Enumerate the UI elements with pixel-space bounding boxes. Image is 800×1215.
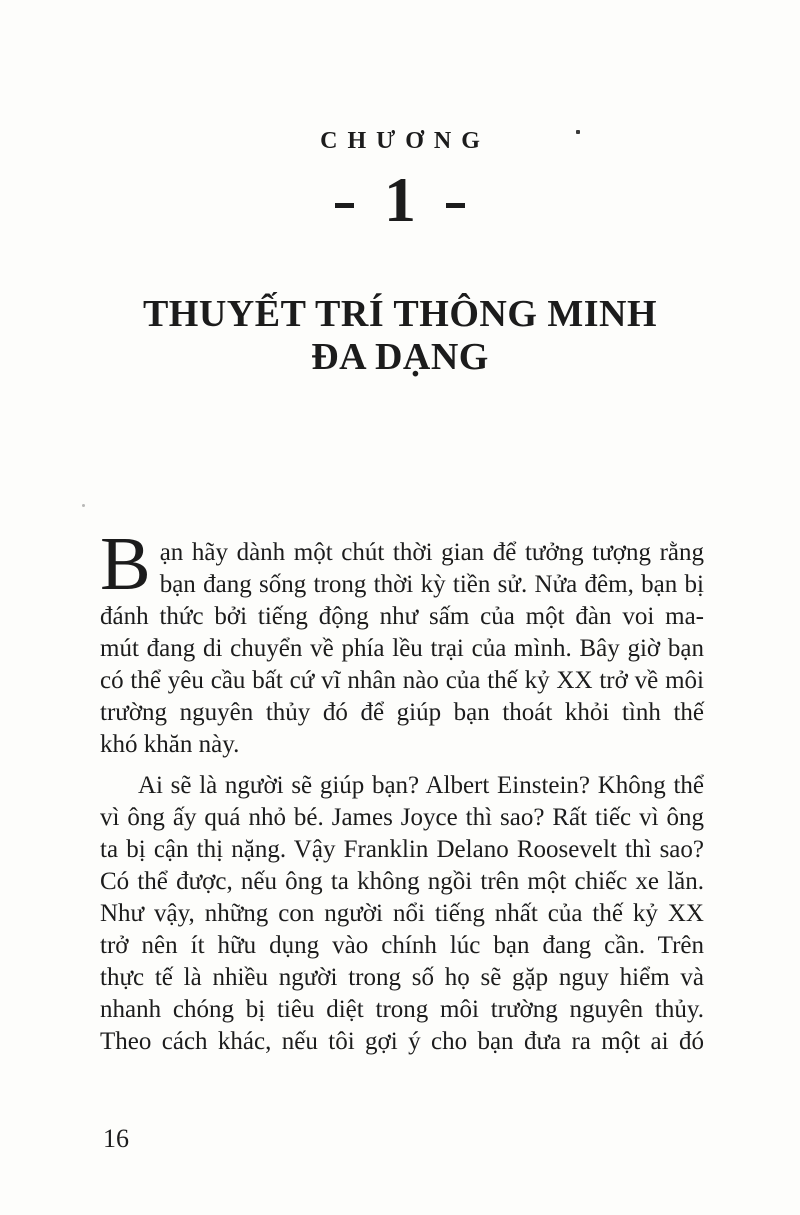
chapter-title-line-2: ĐA DẠNG (311, 336, 489, 378)
text-line: ta bị cận thị nặng. Vậy Franklin Delano Roosevelt thì sao? (100, 836, 704, 863)
chapter-number-digit: 1 (384, 164, 416, 235)
text-line: trở nên ít hữu dụng vào chính lúc bạn đang cần. Trên (100, 932, 704, 959)
text-line: Như vậy, những con người nổi tiếng nhất của thế kỷ XX (100, 900, 704, 927)
scan-speck (82, 504, 85, 507)
text-line: mút đang di chuyển về phía lều trại của mình. Bây giờ bạn (100, 635, 704, 662)
text-line: ạn hãy dành một chút thời gian để tưởng tượng rằng (159, 539, 704, 566)
text-line: Theo cách khác, nếu tôi gợi ý cho bạn đưa ra một ai đó (100, 1028, 704, 1055)
text-line: đánh thức bởi tiếng động như sấm của một đàn voi ma- (100, 603, 704, 630)
text-line: thực tế là nhiều người trong số họ sẽ gặp nguy hiểm và (100, 964, 704, 991)
chapter-title-line-1: THUYẾT TRÍ THÔNG MINH (142, 293, 658, 335)
paragraph (100, 522, 704, 761)
page-number: 16 (103, 1124, 129, 1153)
text-line: trường nguyên thủy đó để giúp bạn thoát khỏi tình thế (100, 699, 704, 726)
text-line: có thể yêu cầu bất cứ vĩ nhân nào của thế kỷ XX trở về môi (100, 667, 704, 694)
left-dash (335, 203, 354, 208)
chapter-label: CHƯƠNG (320, 128, 490, 154)
text-line: Ai sẽ là người sẽ giúp bạn? Albert Einstein? Không thể (138, 772, 704, 799)
drop-cap: B (100, 522, 151, 606)
text-line: vì ông ấy quá nhỏ bé. James Joyce thì sao? Rất tiếc vì ông (100, 804, 704, 831)
chapter-number (0, 164, 800, 235)
right-dash (446, 203, 465, 208)
text-line: bạn đang sống trong thời kỳ tiền sử. Nửa đêm, bạn bị (159, 571, 704, 598)
body-text (100, 522, 704, 1058)
text-line: Có thể được, nếu ông ta không ngồi trên một chiếc xe lăn. (100, 868, 704, 895)
text-line: nhanh chóng bị tiêu diệt trong môi trường nguyên thủy. (100, 996, 704, 1023)
text-line: khó khăn này. (100, 731, 240, 758)
paragraph (100, 770, 704, 1058)
chapter-title (0, 293, 800, 379)
